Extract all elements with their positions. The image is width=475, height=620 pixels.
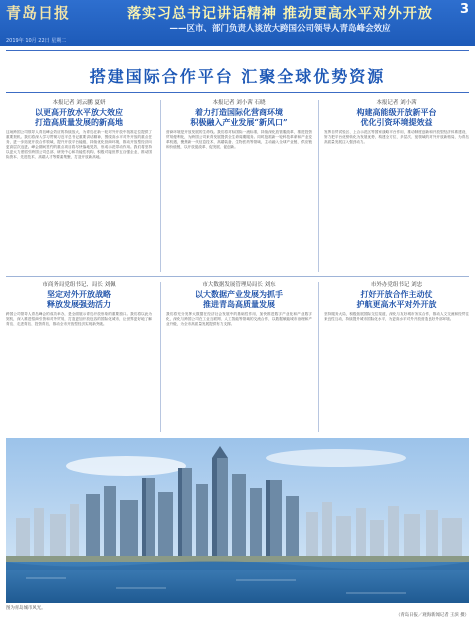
article	[6, 100, 152, 272]
masthead	[0, 0, 475, 46]
article	[324, 100, 469, 272]
article-byline: 本报记者 刘云鹏 夏妍	[52, 100, 106, 106]
article-title: 打造高质量发展的新高地	[35, 117, 123, 127]
photo-credit: （青岛日报／观海新闻记者 王滨 摄）	[395, 613, 469, 618]
article-body: 跨国公司领导人青岛峰会的成功举办，是全面展示青岛开放形象的重要窗口。我们将以此为契机，深入推进招商引资和对外贸易，打造更加开放包容的国际化城市，让世界更好地了解青岛、走进青岛、投资青岛，推动全市开放型经济实现新突破。	[6, 312, 152, 326]
page-number: 3	[459, 2, 469, 17]
article-title: 打好开放合作主动仗	[360, 289, 433, 299]
newspaper-logo: 青岛日报	[6, 4, 71, 22]
city-skyline-photo	[6, 438, 469, 603]
article-byline: 市大数据发展管理局局长 刘东	[202, 282, 276, 288]
page-subheadline: ——区市、部门负责人谈放大跨国公司领导人青岛峰会效应	[169, 24, 391, 34]
article-title: 构建高能级开放新平台	[356, 107, 437, 117]
article-byline: 市外办党组书记 刘忠	[370, 282, 423, 288]
dateline: 2019年 10月 22日 星期二	[6, 38, 67, 44]
article-body: 发挥自贸试验区、上合示范区等国家战略平台作用，推动制度创新和开放型经济体系建设，努力把平台优势转化为发展优势，构建全方位、多层次、宽领域的对外开放新格局，为青岛高质量发展注入强劲动力。	[324, 130, 469, 144]
photo-caption: 图为青岛城市风光。	[6, 606, 46, 611]
article-byline: 本报记者 刘小茜 石晓	[212, 100, 266, 106]
article-body: 我们将充分发挥大数据在经济社会发展中的基础性作用，加快推进数字产业化和产业数字化，深化与跨国公司在工业互联网、人工智能等领域的交流合作，以数据赋能城市治理和产业升级，为全市高质量发展提供有力支撑。	[166, 312, 312, 326]
column-divider	[160, 282, 161, 432]
article	[166, 100, 312, 272]
page-headline: 落实习总书记讲话精神 推动更高水平对外开放	[127, 6, 433, 22]
article-title: 以大数据产业发展为抓手	[195, 289, 283, 299]
article-body: 坚持服务大局，积极拓展国际交往渠道，深化与友好城市务实合作，推动人文交流和经贸往来良性互动，持续提升城市国际化水平，为更高水平对外开放营造良好外部环境。	[324, 312, 469, 321]
article-title: 推进青岛高质量发展	[203, 299, 275, 309]
article-title: 坚定对外开放战略	[47, 289, 111, 299]
city-skyline-image	[6, 438, 469, 603]
article	[166, 282, 312, 432]
column-divider	[160, 100, 161, 272]
article-title: 积极融入产业发展“新风口”	[190, 117, 288, 127]
article	[324, 282, 469, 432]
column-divider	[318, 100, 319, 272]
divider	[6, 276, 469, 277]
divider	[6, 92, 469, 93]
article-title: 着力打造国际化营商环境	[195, 107, 283, 117]
divider	[6, 50, 469, 51]
article-body: 这场跨国公司领导人青岛峰会效应的持续放大，为青岛在新一轮对外开放中找准定位提供了重要契机。我们将深入学习贯彻习近平总书记重要讲话精神，围绕高水平对外开放的重点任务，进一步拓宽开放合作领域，提升开放平台能级，持续优化营商环境，推动开放型经济向更高层次迈进。峰会期间签约的重点项目将尽快落地见效，形成示范带动作用。我们将坚持以更大力度招引跨国公司总部、研发中心和功能性机构，积极对接世界五百强企业，推动国际资本、先进技术、高端人才等要素集聚，打造开放新高地。	[6, 130, 152, 159]
article-title: 优化引资环境提效益	[360, 117, 433, 127]
article	[6, 282, 152, 432]
article-title: 护航更高水平对外开放	[356, 299, 437, 309]
article-title: 释放发展强劲活力	[47, 299, 111, 309]
column-divider	[318, 282, 319, 432]
article-byline: 市商务局党组书记、局长 刘佩	[42, 282, 116, 288]
article-byline: 本报记者 刘小茜	[376, 100, 417, 106]
article-body: 营商环境是开放发展的生命线。我们将对标国际一流标准，持续深化放管服改革，推进投资贸易便利化，为跨国公司来青发展提供全生命周期服务。同时抢抓新一轮科技革命和产业变革机遇，聚焦新一代信息技术、高端装备、生物医药等领域，主动融入全球产业链、供应链和价值链，以开放促改革、促发展、促创新。	[166, 130, 312, 149]
article-title: 以更高开放水平放大效应	[35, 107, 123, 117]
feature-banner-title: 搭建国际合作平台 汇聚全球优势资源	[89, 67, 386, 86]
